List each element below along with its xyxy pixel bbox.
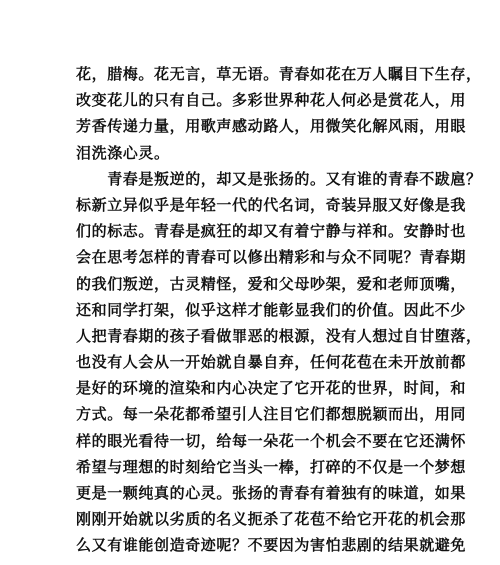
essay-text (76, 61, 482, 559)
text-line-12: 也没有人会从一开始就自暴自弃，任何花苞在未开放前都 (76, 353, 467, 372)
text-line-14: 方式。每一朵花都希望引人注目它们都想脱颖而出，用同 (76, 405, 467, 424)
text-line-17: 更是一颗纯真的心灵。张扬的青春有着独有的味道，如果 (76, 484, 467, 502)
text-line-5: 青春是叛逆的，却又是张扬的。又有谁的青春不跋扈？ (76, 169, 482, 188)
text-line-13: 是好的环境的渲染和内心决定了它开花的世界，时间，和 (76, 379, 467, 398)
text-line-7: 们的标志。青春是疯狂的却又有着宁静与祥和。安静时也 (76, 222, 467, 241)
text-line-6: 标新立异似乎是年轻一代的代名词，奇装异服又好像是我 (76, 195, 467, 214)
text-line-15: 样的眼光看待一切，给每一朵花一个机会不要在它还满怀 (76, 431, 467, 450)
text-line-19: 么又有谁能创造奇迹呢？不要因为害怕悲剧的结果就避免 (76, 536, 467, 555)
text-line-9: 的我们叛逆，古灵精怪，爱和父母吵架，爱和老师顶嘴， (76, 274, 467, 293)
text-line-16: 希望与理想的时刻给它当头一棒，打碎的不仅是一个梦想 (76, 457, 467, 476)
text-line-2: 改变花儿的只有自己。多彩世界种花人何必是赏花人，用 (76, 91, 467, 110)
text-line-1: 花，腊梅。花无言，草无语。青春如花在万人瞩目下生存， (76, 65, 482, 83)
text-line-4: 泪洗涤心灵。 (76, 143, 170, 162)
text-line-3: 芳香传递力量，用歌声感动路人，用微笑化解风雨，用眼 (76, 117, 467, 136)
text-line-10: 还和同学打架，似乎这样才能彰显我们的价值。因此不少 (76, 300, 467, 319)
text-line-8: 会在思考怎样的青春可以修出精彩和与众不同呢？青春期 (76, 248, 467, 267)
text-line-18: 刚刚开始就以劣质的名义扼杀了花苞不给它开花的机会那 (76, 510, 467, 529)
text-line-11: 人把青春期的孩子看做罪恶的根源，没有人想过自甘堕落， (76, 326, 482, 345)
